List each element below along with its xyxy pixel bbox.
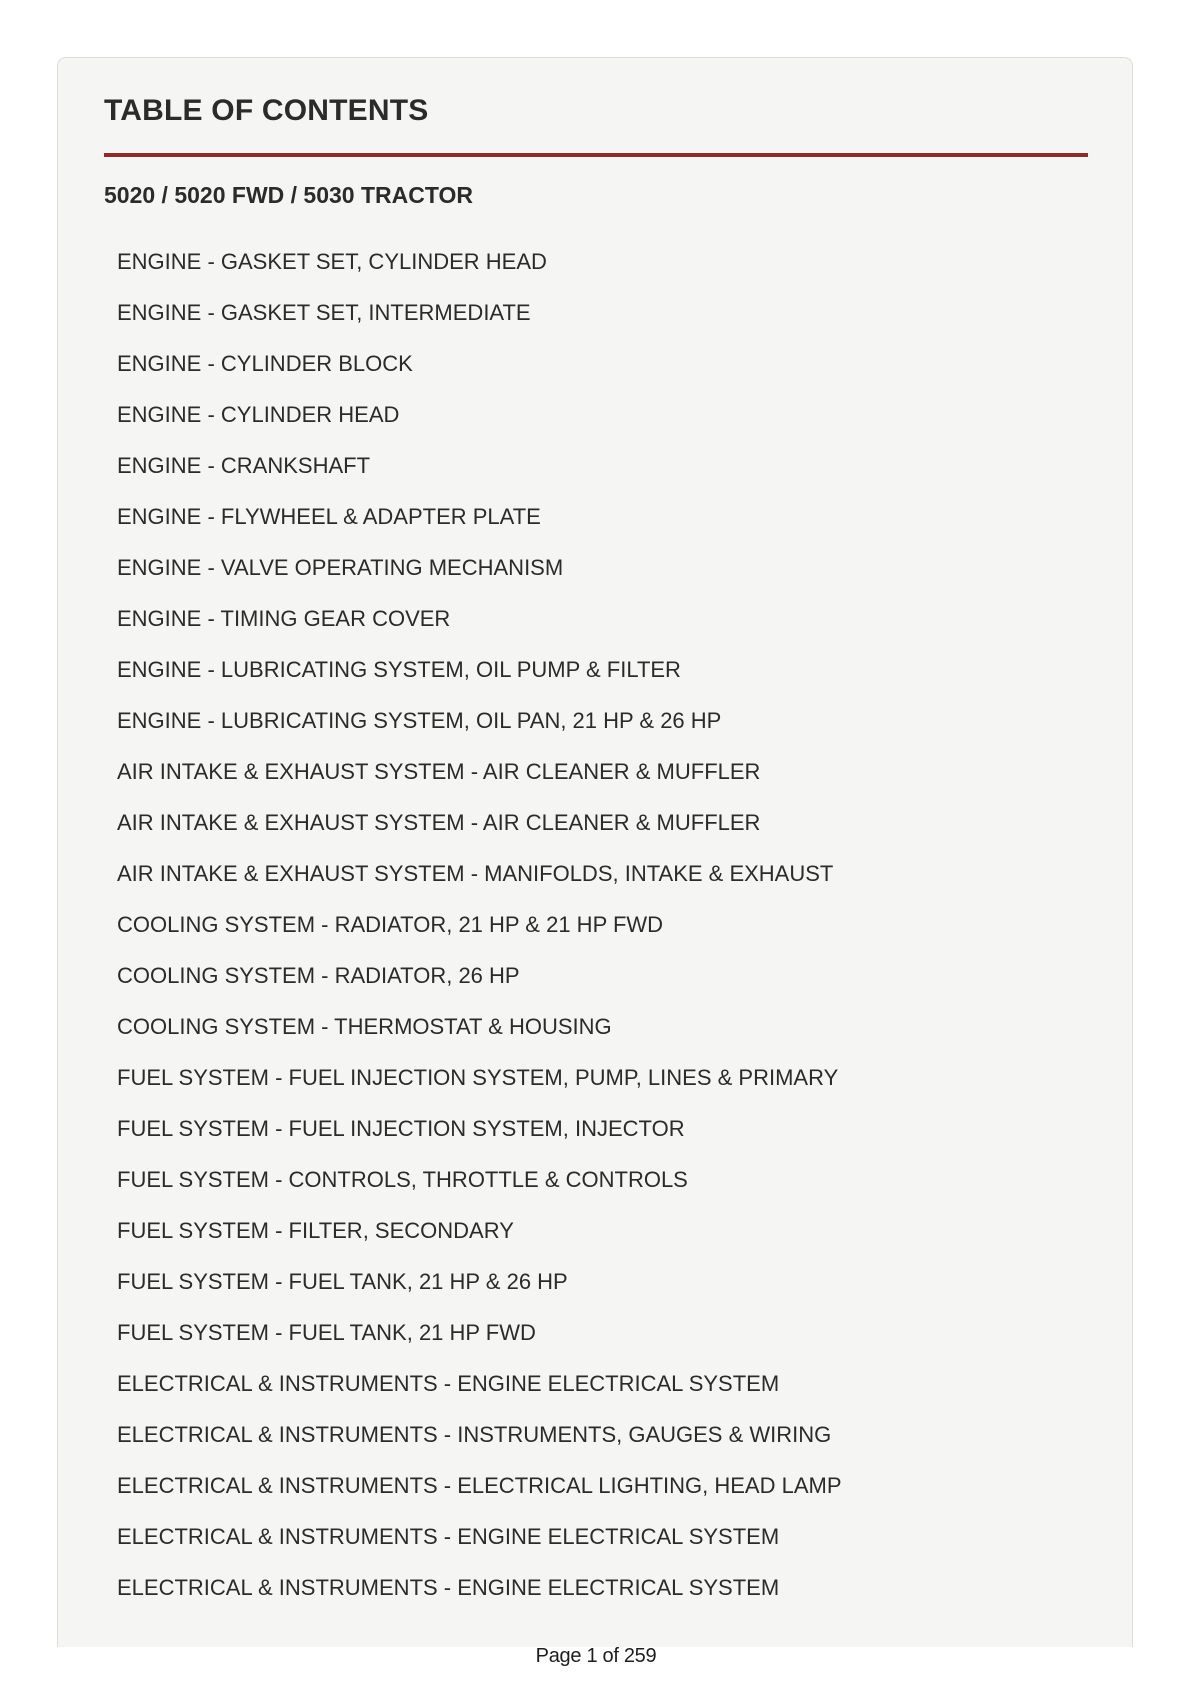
title-divider (104, 153, 1088, 157)
toc-entry[interactable]: COOLING SYSTEM - THERMOSTAT & HOUSING (117, 1014, 612, 1039)
toc-entry[interactable]: COOLING SYSTEM - RADIATOR, 26 HP (117, 963, 520, 988)
toc-entry[interactable]: ELECTRICAL & INSTRUMENTS - ELECTRICAL LIGHTING, HEAD LAMP (117, 1473, 842, 1498)
toc-entry[interactable]: ENGINE - GASKET SET, INTERMEDIATE (117, 300, 531, 325)
toc-entry[interactable]: ELECTRICAL & INSTRUMENTS - ENGINE ELECTRICAL SYSTEM (117, 1575, 780, 1600)
toc-entry[interactable]: ENGINE - CRANKSHAFT (117, 453, 371, 478)
toc-list (117, 250, 842, 1627)
toc-entry[interactable]: ENGINE - FLYWHEEL & ADAPTER PLATE (117, 504, 541, 529)
toc-entry[interactable]: ENGINE - LUBRICATING SYSTEM, OIL PUMP & FILTER (117, 657, 681, 682)
toc-entry[interactable]: AIR INTAKE & EXHAUST SYSTEM - MANIFOLDS, INTAKE & EXHAUST (117, 861, 834, 886)
toc-entry[interactable]: ELECTRICAL & INSTRUMENTS - ENGINE ELECTRICAL SYSTEM (117, 1371, 780, 1396)
toc-entry[interactable]: ELECTRICAL & INSTRUMENTS - ENGINE ELECTRICAL SYSTEM (117, 1524, 780, 1549)
section-subtitle: 5020 / 5020 FWD / 5030 TRACTOR (104, 182, 473, 208)
page-number: Page 1 of 259 (535, 1645, 657, 1667)
toc-panel (57, 57, 1133, 1647)
toc-entry[interactable]: FUEL SYSTEM - FUEL TANK, 21 HP FWD (117, 1320, 536, 1345)
toc-entry[interactable]: ENGINE - CYLINDER HEAD (117, 402, 400, 427)
toc-entry[interactable]: FUEL SYSTEM - FUEL INJECTION SYSTEM, PUMP, LINES & PRIMARY (117, 1065, 839, 1090)
toc-entry[interactable]: COOLING SYSTEM - RADIATOR, 21 HP & 21 HP FWD (117, 912, 664, 937)
toc-entry[interactable]: FUEL SYSTEM - CONTROLS, THROTTLE & CONTROLS (117, 1167, 688, 1192)
toc-entry[interactable]: ENGINE - GASKET SET, CYLINDER HEAD (117, 249, 547, 274)
toc-entry[interactable]: FUEL SYSTEM - FUEL INJECTION SYSTEM, INJECTOR (117, 1116, 685, 1141)
toc-entry[interactable]: AIR INTAKE & EXHAUST SYSTEM - AIR CLEANER & MUFFLER (117, 810, 761, 835)
toc-entry[interactable]: AIR INTAKE & EXHAUST SYSTEM - AIR CLEANER & MUFFLER (117, 759, 761, 784)
toc-entry[interactable]: FUEL SYSTEM - FUEL TANK, 21 HP & 26 HP (117, 1269, 568, 1294)
toc-entry[interactable]: ELECTRICAL & INSTRUMENTS - INSTRUMENTS, GAUGES & WIRING (117, 1422, 832, 1447)
toc-entry[interactable]: FUEL SYSTEM - FILTER, SECONDARY (117, 1218, 514, 1243)
toc-entry[interactable]: ENGINE - TIMING GEAR COVER (117, 606, 451, 631)
toc-entry[interactable]: ENGINE - VALVE OPERATING MECHANISM (117, 555, 564, 580)
page-title: TABLE OF CONTENTS (104, 94, 429, 127)
toc-entry[interactable]: ENGINE - LUBRICATING SYSTEM, OIL PAN, 21 HP & 26 HP (117, 708, 722, 733)
toc-entry[interactable]: ENGINE - CYLINDER BLOCK (117, 351, 413, 376)
